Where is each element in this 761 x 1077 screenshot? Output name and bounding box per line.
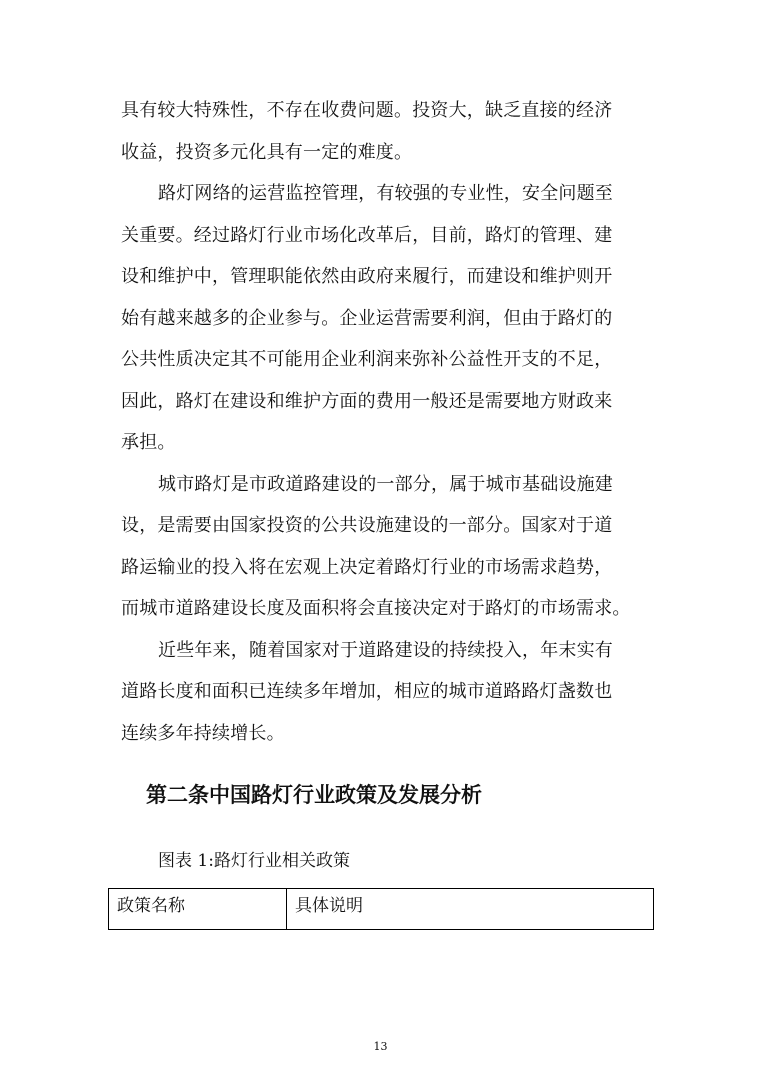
paragraph-1-line-2: 收益，投资多元化具有一定的难度。	[121, 142, 413, 163]
paragraph-4-line-1: 近些年来，随着国家对于道路建设的持续投入，年末实有	[158, 640, 613, 661]
paragraph-2-line-6: 因此，路灯在建设和维护方面的费用一般还是需要地方财政来	[121, 391, 613, 412]
paragraph-4-line-3: 连续多年持续增长。	[121, 723, 285, 744]
table-header-row	[109, 889, 654, 930]
paragraph-2-line-7: 承担。	[121, 432, 176, 453]
paragraph-2-line-5: 公共性质决定其不可能用企业利润来弥补公益性开支的不足，	[121, 349, 613, 370]
table-caption: 图表 1:路灯行业相关政策	[158, 851, 350, 871]
paragraph-3-line-2: 设，是需要由国家投资的公共设施建设的一部分。国家对于道	[121, 515, 613, 536]
paragraph-1-line-1: 具有较大特殊性，不存在收费问题。投资大，缺乏直接的经济	[121, 100, 613, 121]
policy-table	[108, 888, 654, 930]
paragraph-2-line-3: 设和维护中，管理职能依然由政府来履行，而建设和维护则开	[121, 266, 613, 287]
paragraph-2-line-4: 始有越来越多的企业参与。企业运营需要利润，但由于路灯的	[121, 308, 613, 329]
paragraph-2-line-2: 关重要。经过路灯行业市场化改革后，目前，路灯的管理、建	[121, 225, 613, 246]
paragraph-3-line-1: 城市路灯是市政道路建设的一部分，属于城市基础设施建	[158, 474, 613, 495]
table-header-description: 具体说明	[287, 889, 654, 930]
table-header-policy-name: 政策名称	[109, 889, 287, 930]
paragraph-3-line-3: 路运输业的投入将在宏观上决定着路灯行业的市场需求趋势，	[121, 557, 613, 578]
page-number: 13	[373, 1040, 388, 1053]
paragraph-4-line-2: 道路长度和面积已连续多年增加，相应的城市道路路灯盏数也	[121, 681, 613, 702]
paragraph-2-line-1: 路灯网络的运营监控管理，有较强的专业性，安全问题至	[158, 183, 613, 204]
paragraph-3-line-4: 而城市道路建设长度及面积将会直接决定对于路灯的市场需求。	[121, 598, 631, 619]
section-heading: 第二条中国路灯行业政策及发展分析	[146, 782, 482, 807]
